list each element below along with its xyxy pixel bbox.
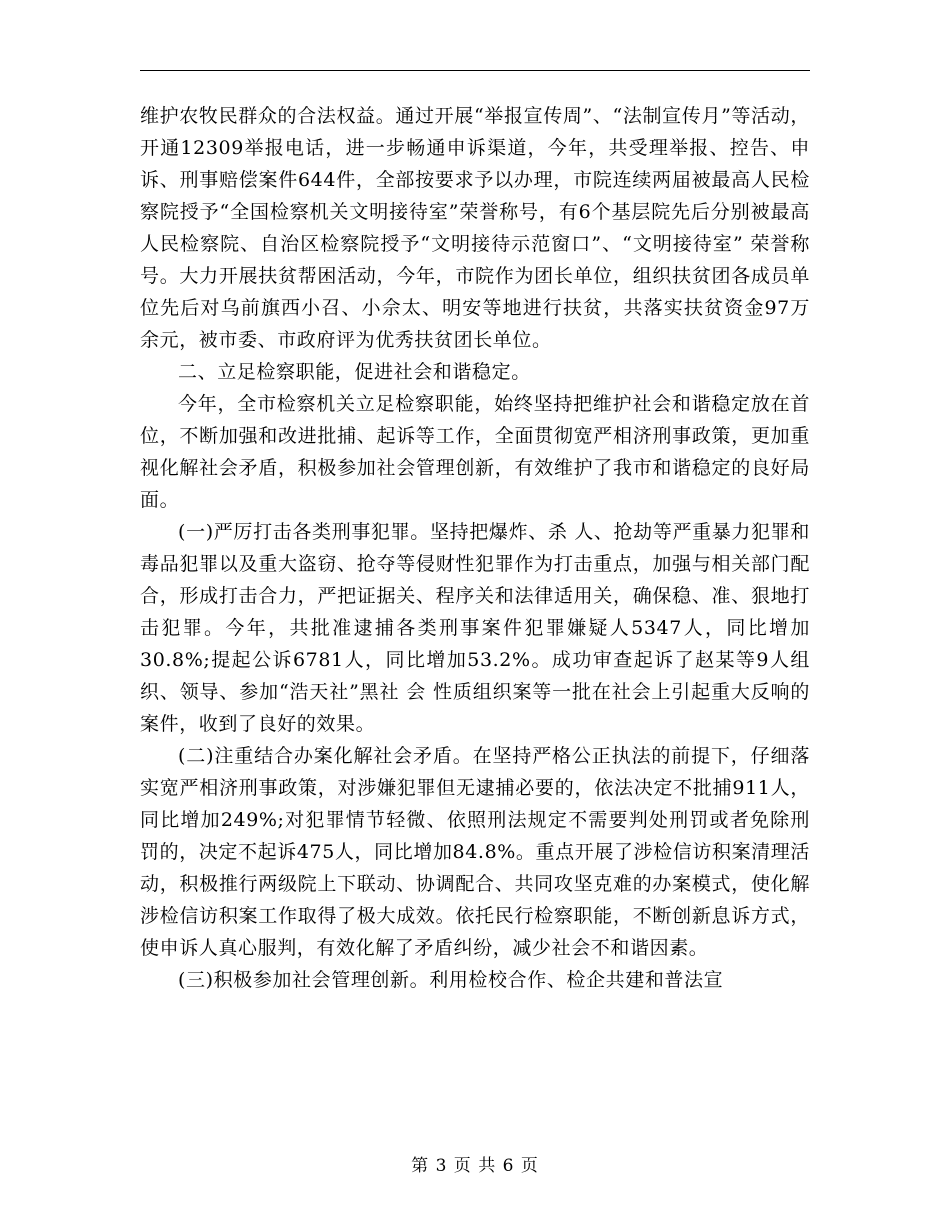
section-heading-2: 二、立足检察职能，促进社会和谐稳定。 xyxy=(178,361,531,383)
paragraph-4: (一)严厉打击各类刑事犯罪。坚持把爆炸、杀 人、抢劫等严重暴力犯罪和毒品犯罪以及重大盗窃、抢夺等侵财性犯罪作为打击重点，加强与相关部门配合，形成打击合力，严把证据关、程序关和法律适用关，确保稳、准、狠地打击犯罪。今年，共批准逮捕各类刑事案件犯罪嫌疑人5347人，同比增加30.8%;提起公诉6781人，同比增加53.2%。成功审查起诉了赵某等9人组织、领导、参加“浩天社”黑社 会 性质组织案等一批在社会上引起重大反响的案件，收到了良好的效果。 xyxy=(140,521,810,735)
paragraph-5: (二)注重结合办案化解社会矛盾。在坚持严格公正执法的前提下，仔细落实宽严相济刑事政策，对涉嫌犯罪但无逮捕必要的，依法决定不批捕911人，同比增加249%;对犯罪情节轻微、依照刑法规定不需要判处刑罚或者免除刑罚的，决定不起诉475人，同比增加84.8%。重点开展了涉检信访积案清理活动，积极推行两级院上下联动、协调配合、共同攻坚克难的办案模式，使化解涉检信访积案工作取得了极大成效。依托民行检察职能，不断创新息诉方式，使申诉人真心服判，有效化解了矛盾纠纷，减少社会不和谐因素。 xyxy=(140,745,810,959)
paragraph-1: 维护农牧民群众的合法权益。通过开展“举报宣传周”、“法制宣传月”等活动，开通12309举报电话，进一步畅通申诉渠道，今年，共受理举报、控告、申诉、刑事赔偿案件644件，全部按要求予以办理，市院连续两届被最高人民检察院授予“全国检察机关文明接待室”荣誉称号，有6个基层院先后分别被最高人民检察院、自治区检察院授予“文明接待示范窗口”、“文明接待室” 荣誉称号。大力开展扶贫帮困活动，今年，市院作为团长单位，组织扶贫团各成员单位先后对乌前旗西小召、小佘太、明安等地进行扶贫，共落实扶贫资金97万余元，被市委、市政府评为优秀扶贫团长单位。 xyxy=(140,105,810,351)
header-rule xyxy=(140,70,810,71)
page-number-footer: 第 3 页 共 6 页 xyxy=(411,1156,539,1176)
paragraph-6: (三)积极参加社会管理创新。利用检校合作、检企共建和普法宣 xyxy=(178,969,724,991)
body-text xyxy=(140,100,810,996)
paragraph-3: 今年，全市检察机关立足检察职能，始终坚持把维护社会和谐稳定放在首位，不断加强和改进批捕、起诉等工作，全面贯彻宽严相济刑事政策，更加重视化解社会矛盾，积极参加社会管理创新，有效维护了我市和谐稳定的良好局面。 xyxy=(140,393,810,511)
